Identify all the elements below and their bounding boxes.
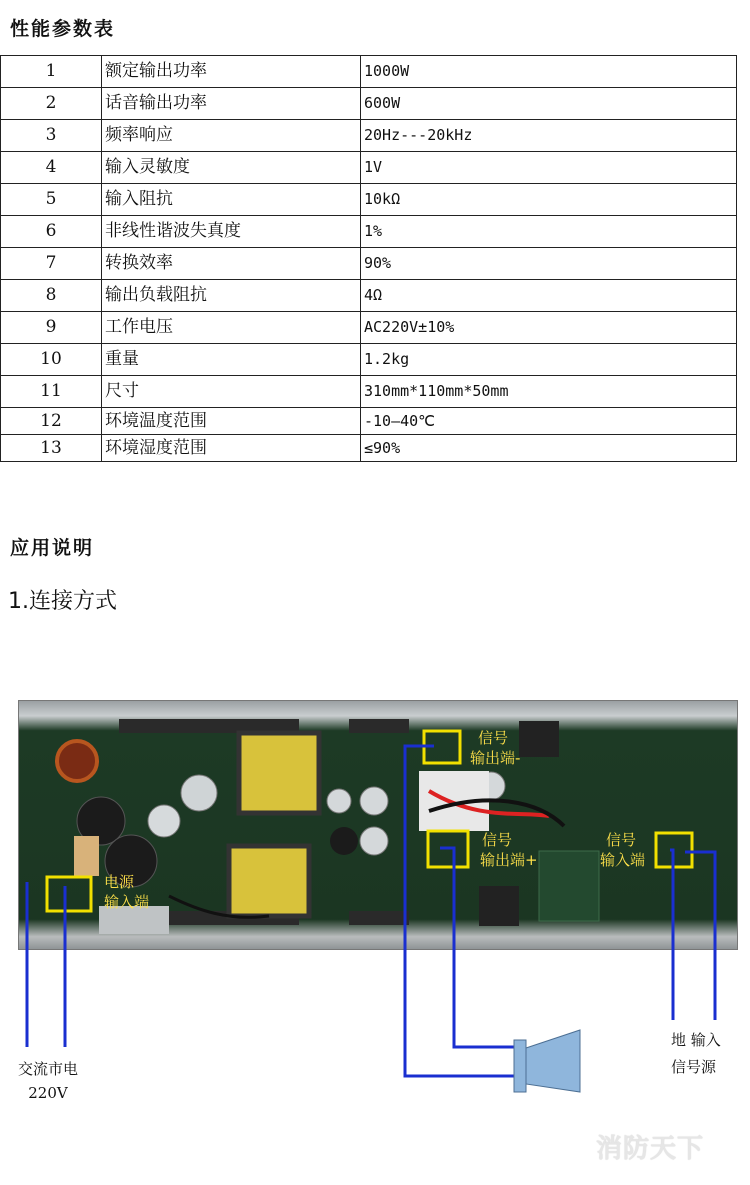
parameter-value: ≤90% [361, 435, 737, 462]
row-number: 3 [1, 120, 102, 152]
parameter-value: AC220V±10% [361, 312, 737, 344]
parameter-value: 90% [361, 248, 737, 280]
parameter-name: 额定输出功率 [102, 56, 361, 88]
parameter-name: 环境湿度范围 [102, 435, 361, 462]
power-input-highlight [47, 877, 91, 911]
parameter-value: 1000W [361, 56, 737, 88]
row-number: 1 [1, 56, 102, 88]
label-signal-input [600, 830, 645, 870]
parameter-value: 1.2kg [361, 344, 737, 376]
label-line: 电源 [104, 873, 135, 891]
parameter-value: 600W [361, 88, 737, 120]
speaker-icon [514, 1030, 580, 1092]
row-number: 8 [1, 280, 102, 312]
row-number: 5 [1, 184, 102, 216]
parameter-value: 10kΩ [361, 184, 737, 216]
parameter-name: 输入灵敏度 [102, 152, 361, 184]
parameter-value: 4Ω [361, 280, 737, 312]
label-line: 信号 [606, 831, 637, 849]
row-number: 2 [1, 88, 102, 120]
label-line: 输出端+ [480, 851, 538, 869]
row-number: 6 [1, 216, 102, 248]
caption-mains [18, 1057, 78, 1105]
caption-signal-source: 信号源 [671, 1058, 717, 1076]
parameter-name: 话音输出功率 [102, 88, 361, 120]
watermark: 消防天下 [596, 1134, 705, 1164]
parameter-name: 尺寸 [102, 376, 361, 408]
label-power-input [104, 872, 149, 912]
label-line: 输出端- [470, 749, 521, 767]
parameter-value: 1% [361, 216, 737, 248]
parameter-value: 1V [361, 152, 737, 184]
parameter-value: -10—40℃ [361, 408, 737, 435]
parameter-name: 重量 [102, 344, 361, 376]
label-line: 输入端 [104, 893, 150, 911]
row-number: 9 [1, 312, 102, 344]
row-number: 4 [1, 152, 102, 184]
parameter-name: 输出负载阻抗 [102, 280, 361, 312]
speaker-plus-wire [440, 848, 516, 1047]
ground-wire [670, 850, 673, 1020]
row-number: 7 [1, 248, 102, 280]
row-number: 11 [1, 376, 102, 408]
parameter-value: 20Hz---20kHz [361, 120, 737, 152]
parameter-name: 非线性谐波失真度 [102, 216, 361, 248]
row-number: 13 [1, 435, 102, 462]
parameter-name: 频率响应 [102, 120, 361, 152]
caption-line: 220V [28, 1084, 68, 1102]
application-heading: 应用说明 [10, 537, 95, 559]
row-number: 12 [1, 408, 102, 435]
parameter-name: 工作电压 [102, 312, 361, 344]
parameter-name: 转换效率 [102, 248, 361, 280]
input-wire [685, 852, 715, 1020]
label-line: 信号 [478, 729, 509, 747]
parameter-name: 输入阻抗 [102, 184, 361, 216]
label-line: 信号 [482, 831, 513, 849]
parameter-value: 310mm*110mm*50mm [361, 376, 737, 408]
label-signal-out-minus [470, 728, 520, 768]
label-signal-out-plus [480, 830, 538, 870]
caption-line: 交流市电 [18, 1060, 79, 1078]
label-line: 输入端 [600, 851, 646, 869]
connection-heading: 1.连接方式 [8, 589, 117, 614]
performance-heading: 性能参数表 [10, 18, 116, 40]
row-number: 10 [1, 344, 102, 376]
parameter-name: 环境温度范围 [102, 408, 361, 435]
caption-ground-input: 地 输入 [671, 1031, 721, 1049]
speaker-minus-wire [405, 746, 516, 1076]
